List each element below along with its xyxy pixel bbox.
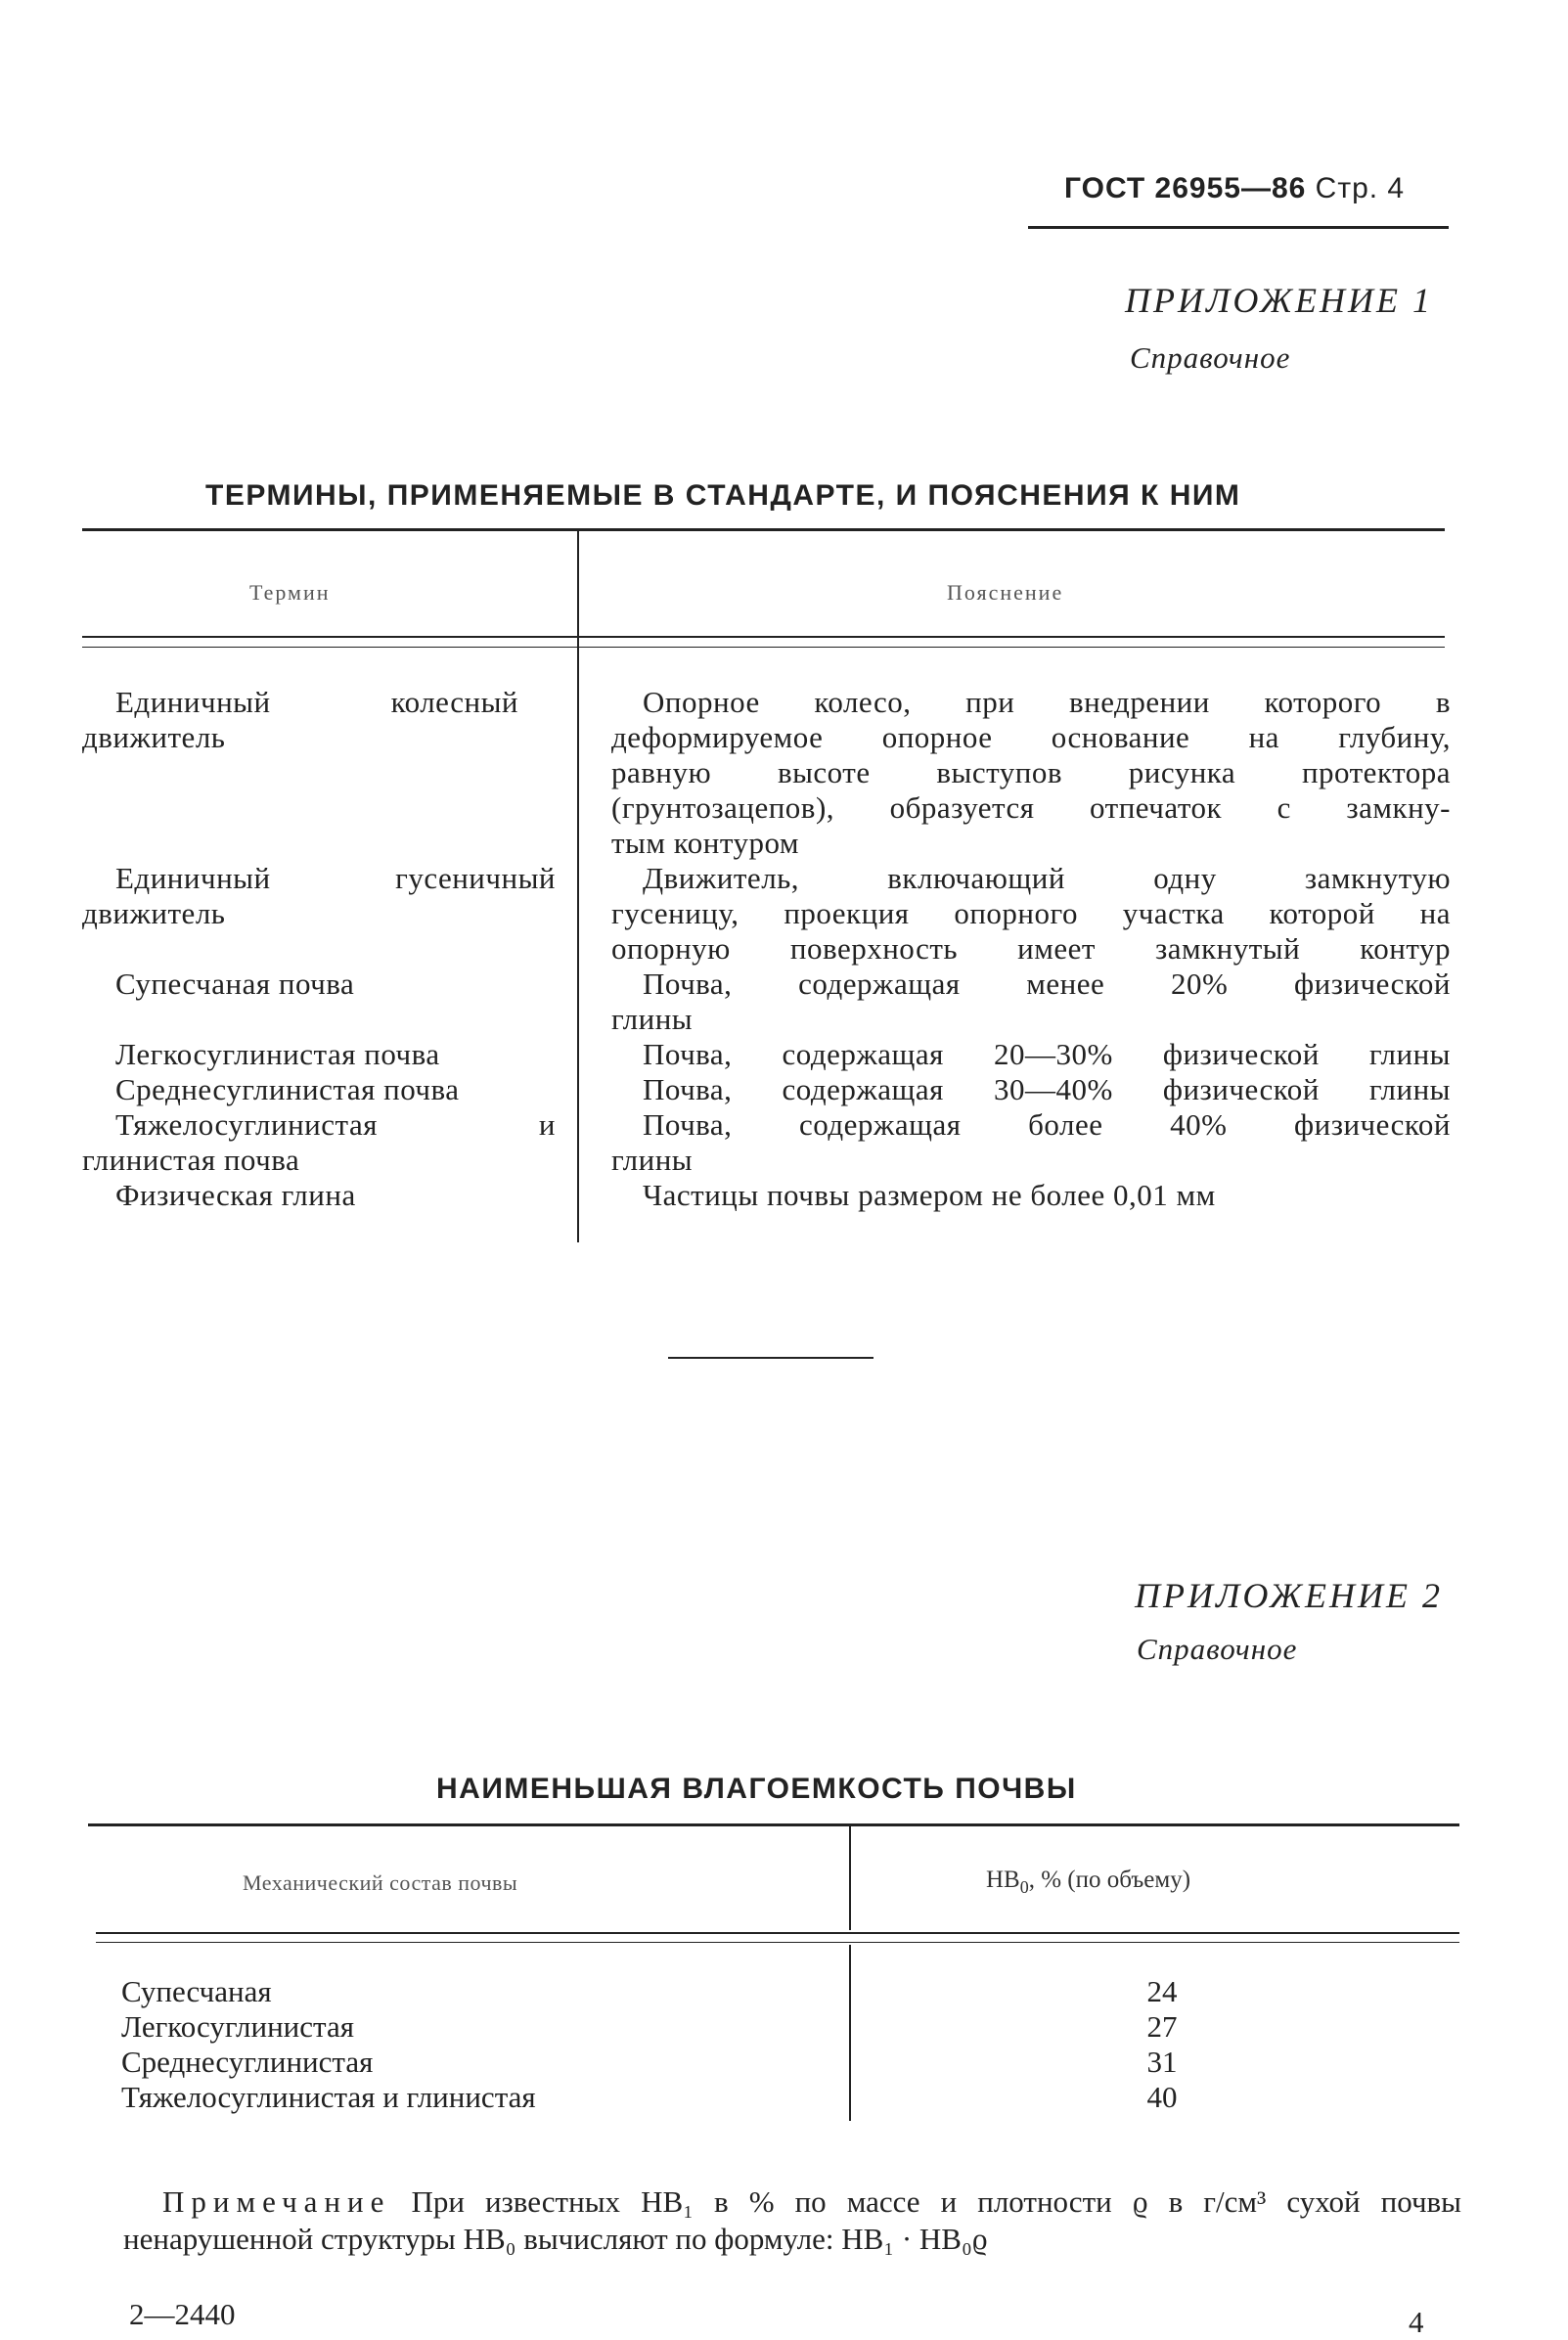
- table-row: [82, 1143, 299, 1178]
- term-line: движитель: [82, 720, 226, 754]
- note-paragraph: [123, 2183, 1461, 2258]
- explanation-line: (грунтозацепов), образуется отпечаток с замкну-: [611, 790, 1451, 825]
- composition-cell: Среднесуглинистая: [121, 2045, 374, 2079]
- explanation-line: равную высоте выступов рисунка протектора: [611, 755, 1451, 789]
- explanation-line: Частицы почвы размером не более 0,01 мм: [643, 1178, 1216, 1212]
- standard-number: ГОСТ 26955—86: [1064, 172, 1307, 204]
- value-cell: 40: [1146, 2080, 1178, 2114]
- page-header: [1064, 172, 1405, 205]
- term-line: Физическая глина: [115, 1178, 356, 1212]
- term-line: Супесчаная почва: [115, 967, 355, 1001]
- table-row: [115, 967, 354, 1002]
- table-row: [115, 685, 518, 720]
- table-row: [115, 1107, 556, 1143]
- value-cell: 24: [1146, 1974, 1178, 2008]
- table-row: [115, 861, 556, 896]
- term-line: движитель: [82, 896, 226, 930]
- page-number-label: Стр. 4: [1315, 172, 1406, 204]
- appendix2-title: НАИМЕНЬШАЯ ВЛАГОЕМКОСТЬ ПОЧВЫ: [436, 1773, 1077, 1805]
- explanation-block: [611, 967, 1451, 1037]
- appendix1-label: ПРИЛОЖЕНИЕ 1: [1125, 281, 1433, 320]
- print-code: 2—2440: [129, 2297, 236, 2331]
- table2-top-rule: [88, 1823, 1459, 1826]
- table1-header-term: Термин: [249, 580, 331, 605]
- appendix2-type: Справочное: [1137, 1632, 1298, 1666]
- hb-suffix: , % (по объему): [1028, 1867, 1191, 1893]
- table1-header-rule-2: [82, 647, 1445, 648]
- explanation-block: [611, 1107, 1451, 1178]
- composition-cell: Тяжелосуглинистая и глинистая: [121, 2080, 536, 2114]
- explanation-block: [611, 1178, 1451, 1213]
- footer-page-number: 4: [1409, 2305, 1424, 2339]
- table-row: [115, 1037, 440, 1072]
- explanation-line: Почва, содержащая более 40% физической: [643, 1107, 1451, 1142]
- explanation-line: Движитель, включающий одну замкнутую: [643, 861, 1451, 895]
- explanation-line: деформируемое опорное основание на глубину,: [611, 720, 1451, 754]
- table-row: [82, 720, 225, 755]
- appendix1-type: Справочное: [1130, 340, 1291, 375]
- explanation-line: глины: [611, 1143, 694, 1177]
- table2-header-rule-2: [96, 1942, 1459, 1943]
- value-cell: 27: [1146, 2009, 1178, 2044]
- table1-header-rule: [82, 636, 1445, 638]
- term-line: Единичный колесный: [115, 685, 518, 719]
- explanation-block: [611, 1072, 1451, 1107]
- note-text: При известных НВ₁ в % по массе и плотности ϱ в г/см³ сухой почвы ненарушенной структуры НВ₀ вычисляют по формуле: НВ₁ · НВ₀ϱ: [123, 2184, 1462, 2256]
- composition-cell: Супесчаная: [121, 1974, 272, 2008]
- explanation-line: глины: [611, 1002, 694, 1036]
- header-rule: [1028, 226, 1449, 229]
- hb-subscript: 0: [1019, 1877, 1029, 1897]
- note-label: Примечание: [162, 2184, 391, 2219]
- table-row: [115, 1072, 459, 1107]
- explanation-line: опорную поверхность имеет замкнутый контур: [611, 931, 1451, 966]
- explanation-line: гусеницу, проекция опорного участка которой на: [611, 896, 1451, 930]
- explanation-block: [611, 1037, 1451, 1072]
- explanation-line: Почва, содержащая 20—30% физической глины: [643, 1037, 1451, 1071]
- table-row: [82, 896, 225, 931]
- table2-column-divider-body: [849, 1945, 851, 2121]
- table1-top-rule: [82, 528, 1445, 531]
- table2-header-hb: [986, 1867, 1190, 1898]
- composition-cell: Легкосуглинистая: [121, 2009, 354, 2044]
- explanation-line: Почва, содержащая 30—40% физической глины: [643, 1072, 1451, 1106]
- table-row: [121, 2045, 373, 2080]
- explanation-line: Почва, содержащая менее 20% физической: [643, 967, 1451, 1001]
- term-line: Среднесуглинистая почва: [115, 1072, 460, 1106]
- table1-header-explanation: Пояснение: [947, 580, 1064, 605]
- table2-header-composition: Механический состав почвы: [243, 1870, 518, 1895]
- hb-prefix: НВ: [986, 1867, 1020, 1893]
- term-line: Единичный гусеничный: [115, 861, 556, 895]
- term-line: Тяжелосуглинистая и: [115, 1107, 556, 1142]
- explanation-block: [611, 685, 1451, 861]
- appendix2-label: ПРИЛОЖЕНИЕ 2: [1135, 1576, 1443, 1615]
- explanation-line: Опорное колесо, при внедрении которого в: [643, 685, 1451, 719]
- appendix1-title: ТЕРМИНЫ, ПРИМЕНЯЕМЫЕ В СТАНДАРТЕ, И ПОЯСНЕНИЯ К НИМ: [205, 479, 1241, 512]
- table2-column-divider-top: [849, 1826, 851, 1930]
- table-row: [121, 2009, 354, 2045]
- section-separator: [668, 1357, 874, 1359]
- table-row: [121, 2080, 536, 2115]
- table2-header-rule: [96, 1932, 1459, 1934]
- table-row: [115, 1178, 356, 1213]
- explanation-line: тым контуром: [611, 826, 799, 860]
- term-line: глинистая почва: [82, 1143, 300, 1177]
- table1-column-divider: [577, 531, 579, 1242]
- explanation-block: [611, 861, 1451, 967]
- table-row: [121, 1974, 272, 2009]
- value-cell: 31: [1146, 2045, 1178, 2079]
- term-line: Легкосуглинистая почва: [115, 1037, 440, 1071]
